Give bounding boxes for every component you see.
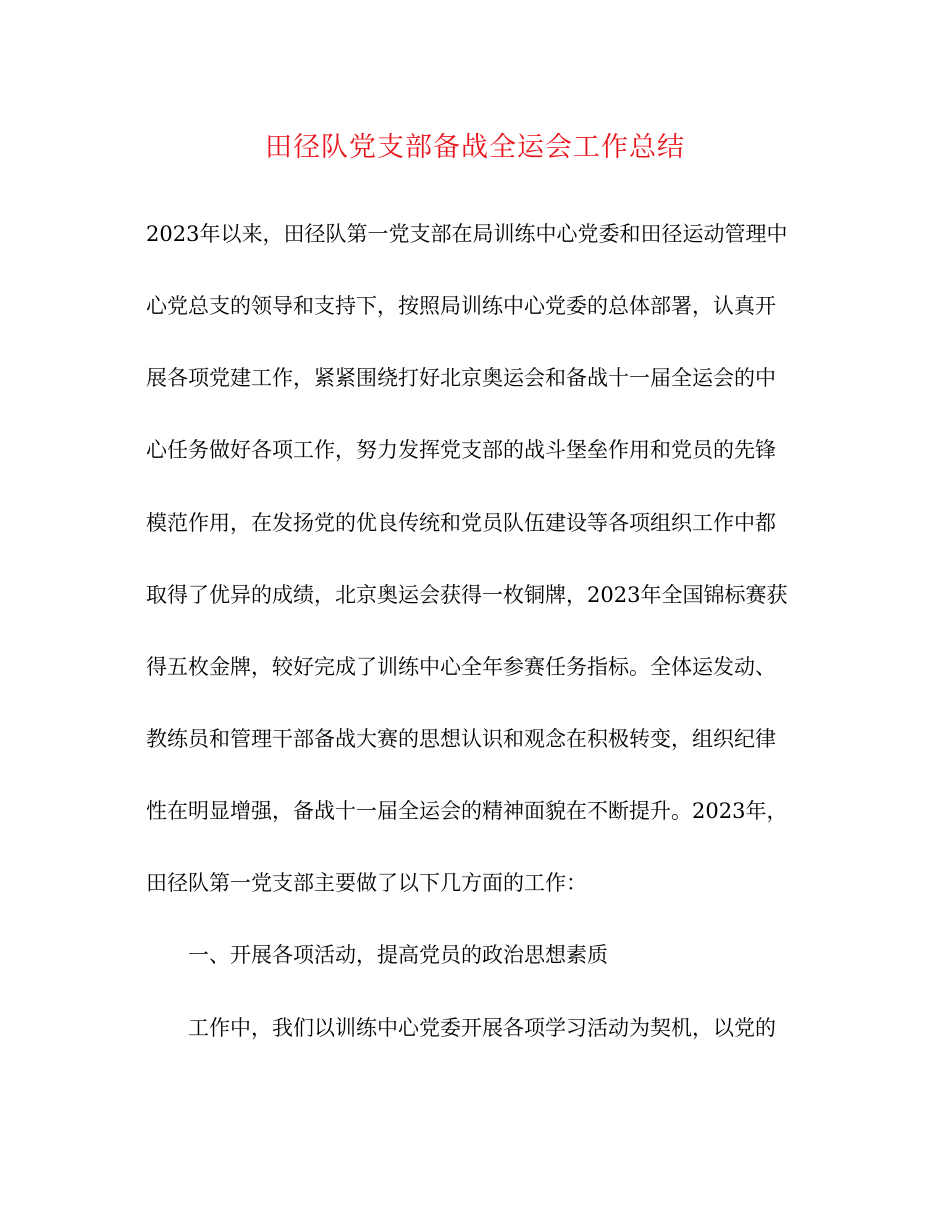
body-line-2: 心党总支的领导和支持下，按照局训练中心党委的总体部署，认真开: [146, 294, 776, 318]
body-line-10: 田径队第一党支部主要做了以下几方面的工作：: [146, 871, 587, 895]
document-title: 田径队党支部备战全运会工作总结: [265, 132, 685, 163]
body-line-6: 取得了优异的成绩，北京奥运会获得一枚铜牌，2023年全国锦标赛获: [146, 583, 788, 607]
section-heading-1: 一、开展各项活动，提高党员的政治思想素质: [188, 943, 608, 967]
body-line-7: 得五枚金牌，较好完成了训练中心全年参赛任务指标。全体运发动、: [146, 655, 776, 679]
body-line-8: 教练员和管理干部备战大赛的思想认识和观念在积极转变，组织纪律: [146, 727, 776, 751]
body-line-1: 2023年以来，田径队第一党支部在局训练中心党委和田径运动管理中: [146, 222, 788, 246]
body-line-4: 心任务做好各项工作，努力发挥党支部的战斗堡垒作用和党员的先锋: [146, 438, 776, 462]
body-line-3: 展各项党建工作，紧紧围绕打好北京奥运会和备战十一届全运会的中: [146, 366, 776, 390]
body-line-5: 模范作用，在发扬党的优良传统和党员队伍建设等各项组织工作中都: [146, 511, 776, 535]
body-line-9: 性在明显增强，备战十一届全运会的精神面貌在不断提升。2023年，: [146, 799, 788, 823]
body-line-12: 工作中，我们以训练中心党委开展各项学习活动为契机，以党的: [188, 1016, 776, 1040]
